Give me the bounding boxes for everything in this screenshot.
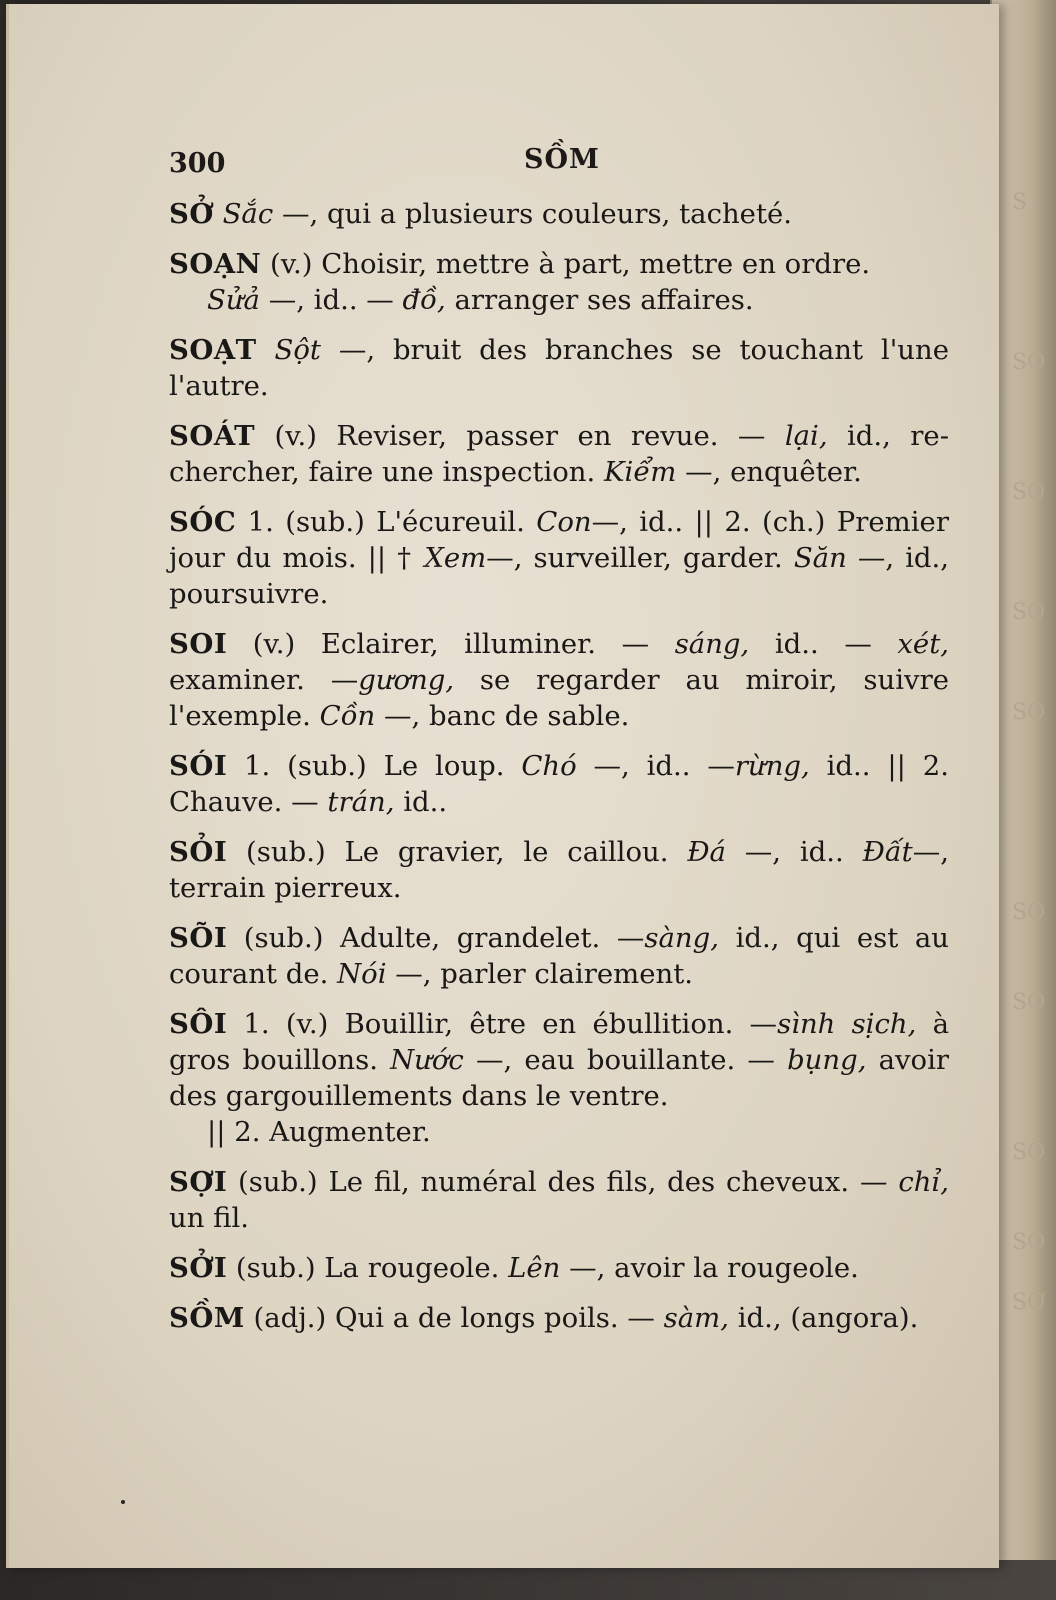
definition-text: —, id., poursuivre.: [169, 542, 949, 610]
definition-text: —, eau bouillante. —: [463, 1044, 788, 1076]
vietnamese-term: đồ,: [402, 284, 446, 316]
book-page: [6, 4, 999, 1568]
dictionary-entry: [169, 332, 949, 404]
facing-page-headword: S: [1012, 190, 1028, 215]
facing-page-headword: SO: [1012, 700, 1046, 725]
definition-text: id., qui est au courant de.: [169, 922, 949, 990]
definition-text: se regarder au miroir, suivre l'exemple.: [169, 664, 949, 732]
dictionary-entry: [169, 1164, 949, 1236]
definition-text: id., (angora).: [728, 1302, 919, 1334]
vietnamese-term: sàm,: [663, 1302, 729, 1334]
definition-text: —, terrain pierreux.: [169, 836, 949, 904]
vietnamese-term: trán,: [327, 786, 395, 818]
vietnamese-term: rừng,: [734, 750, 810, 782]
definition-text: (sub.) La rougeole.: [227, 1252, 509, 1284]
vietnamese-term: Đá: [687, 836, 726, 868]
definition-text: 1. (v.) Bouillir, être en ébullition. —: [227, 1008, 778, 1040]
vietnamese-term: sình sịch,: [777, 1008, 917, 1040]
entry-headword: SOI: [169, 628, 228, 660]
vietnamese-term: Sửả: [207, 284, 260, 316]
definition-text: avoir des gargouillements dans le ventre.: [169, 1044, 950, 1112]
vietnamese-term: Sắc: [222, 198, 274, 230]
definition-text: —, enquêter.: [676, 456, 862, 488]
entry-headword: SOẠT: [169, 334, 257, 366]
dictionary-entry: [169, 246, 949, 318]
vietnamese-term: Nước: [390, 1044, 464, 1076]
facing-page-headword: SÔ: [1012, 1230, 1046, 1255]
vietnamese-term: Con: [536, 506, 592, 538]
vietnamese-term: sáng,: [674, 628, 750, 660]
definition-text: 1. (sub.) L'écureuil.: [236, 506, 537, 538]
definition-text: (v.) Reviser, passer en revue. —: [255, 420, 785, 452]
vietnamese-term: sàng,: [644, 922, 719, 954]
vietnamese-term: Lên: [508, 1252, 561, 1284]
definition-text: [214, 198, 223, 230]
vietnamese-term: Xem: [424, 542, 487, 574]
definition-text: arranger ses affaires.: [445, 284, 754, 316]
definition-text: id.. || 2. Chauve. —: [169, 750, 950, 818]
entry-headword: SOÁT: [169, 420, 256, 452]
dictionary-entry: [169, 626, 949, 734]
definition-text: (sub.) Adulte, grandelet. —: [227, 922, 645, 954]
dictionary-entry: [169, 196, 949, 232]
vietnamese-term: xét,: [897, 628, 949, 660]
definition-text: (sub.) Le fil, numéral des fils, des cheveux. —: [227, 1166, 899, 1198]
dictionary-entry: [169, 834, 949, 906]
definition-text: (v.) Choisir, mettre à part, mettre en ordre.: [261, 248, 871, 280]
definition-text: —, avoir la rougeole.: [560, 1252, 859, 1284]
print-speck: [121, 1500, 125, 1504]
dictionary-entries: [169, 196, 949, 1350]
vietnamese-term: lại,: [784, 420, 828, 452]
definition-text: —, parler clairement.: [386, 958, 693, 990]
entry-headword: SÔI: [169, 1008, 228, 1040]
definition-text: (adj.) Qui a de longs poils. —: [244, 1302, 664, 1334]
running-head-word: SỒM: [524, 144, 600, 175]
definition-text: 1. (sub.) Le loup.: [227, 750, 522, 782]
entry-headword: SỞI: [169, 1252, 228, 1284]
facing-page-headword: SỚ: [1012, 1290, 1046, 1315]
definition-text: (sub.) Le gravier, le caillou.: [227, 836, 688, 868]
dictionary-entry: [169, 504, 949, 612]
dictionary-entry: [169, 1250, 949, 1286]
definition-text: —, banc de sable.: [375, 700, 630, 732]
vietnamese-term: Chó: [521, 750, 577, 782]
vietnamese-term: chỉ,: [898, 1166, 949, 1198]
entry-headword: SOẠN: [169, 248, 262, 280]
next-page-edge: [990, 0, 1056, 1560]
definition-text: id., rechercher, faire une inspection.: [169, 420, 949, 488]
dictionary-entry: [169, 1300, 949, 1336]
facing-page-headword: SO: [1012, 600, 1046, 625]
vietnamese-term: gương,: [358, 664, 455, 696]
vietnamese-term: Săn: [793, 542, 847, 574]
entry-headword: SỢI: [169, 1166, 228, 1198]
facing-page-headword: SO: [1012, 350, 1046, 375]
facing-page-headword: SO: [1012, 480, 1046, 505]
definition-text: —, bruit des branches se touchant l'une l'autre.: [169, 334, 949, 402]
definition-text: —, id.. —: [576, 750, 735, 782]
entry-headword: SỎI: [169, 836, 228, 868]
entry-headword: SÓC: [169, 506, 237, 538]
vietnamese-term: Cồn: [319, 700, 376, 732]
entry-headword: SÓI: [169, 750, 228, 782]
dictionary-entry: [169, 748, 949, 820]
definition-text: à gros bouillons.: [169, 1008, 950, 1076]
running-head: [169, 140, 969, 180]
definition-text: || 2. Augmenter.: [207, 1116, 431, 1148]
definition-text: —, surveiller, garder.: [486, 542, 794, 574]
vietnamese-term: Kiểm: [604, 456, 677, 488]
vietnamese-term: Sột: [274, 334, 321, 366]
definition-text: un fil.: [169, 1202, 250, 1234]
entry-continuation: [169, 282, 949, 318]
vietnamese-term: bụng,: [787, 1044, 867, 1076]
dictionary-entry: [169, 1006, 949, 1150]
definition-text: —, qui a plusieurs couleurs, tacheté.: [273, 198, 793, 230]
definition-text: —, id.. —: [259, 284, 403, 316]
facing-page-headword: SÕ: [1012, 1140, 1046, 1165]
definition-text: [257, 334, 275, 366]
vietnamese-term: Đất: [862, 836, 913, 868]
definition-text: —, id..: [725, 836, 863, 868]
dictionary-entry: [169, 418, 949, 490]
definition-text: id..: [394, 786, 448, 818]
facing-page-headword: SÓ: [1012, 990, 1046, 1015]
entry-headword: SÕI: [169, 922, 228, 954]
entry-headword: SỒM: [169, 1302, 245, 1334]
definition-text: id.. —: [749, 628, 898, 660]
facing-page-headword: SÓ: [1012, 900, 1046, 925]
vietnamese-term: Nói: [337, 958, 387, 990]
entry-continuation: [169, 1114, 949, 1150]
definition-text: (v.) Eclairer, illuminer. —: [227, 628, 675, 660]
page-number: 300: [169, 148, 226, 179]
definition-text: examiner. —: [169, 664, 359, 696]
definition-text: —, id.. || 2. (ch.) Premier jour du mois. || †: [169, 506, 949, 574]
entry-headword: SỞ: [169, 198, 214, 230]
dictionary-entry: [169, 920, 949, 992]
